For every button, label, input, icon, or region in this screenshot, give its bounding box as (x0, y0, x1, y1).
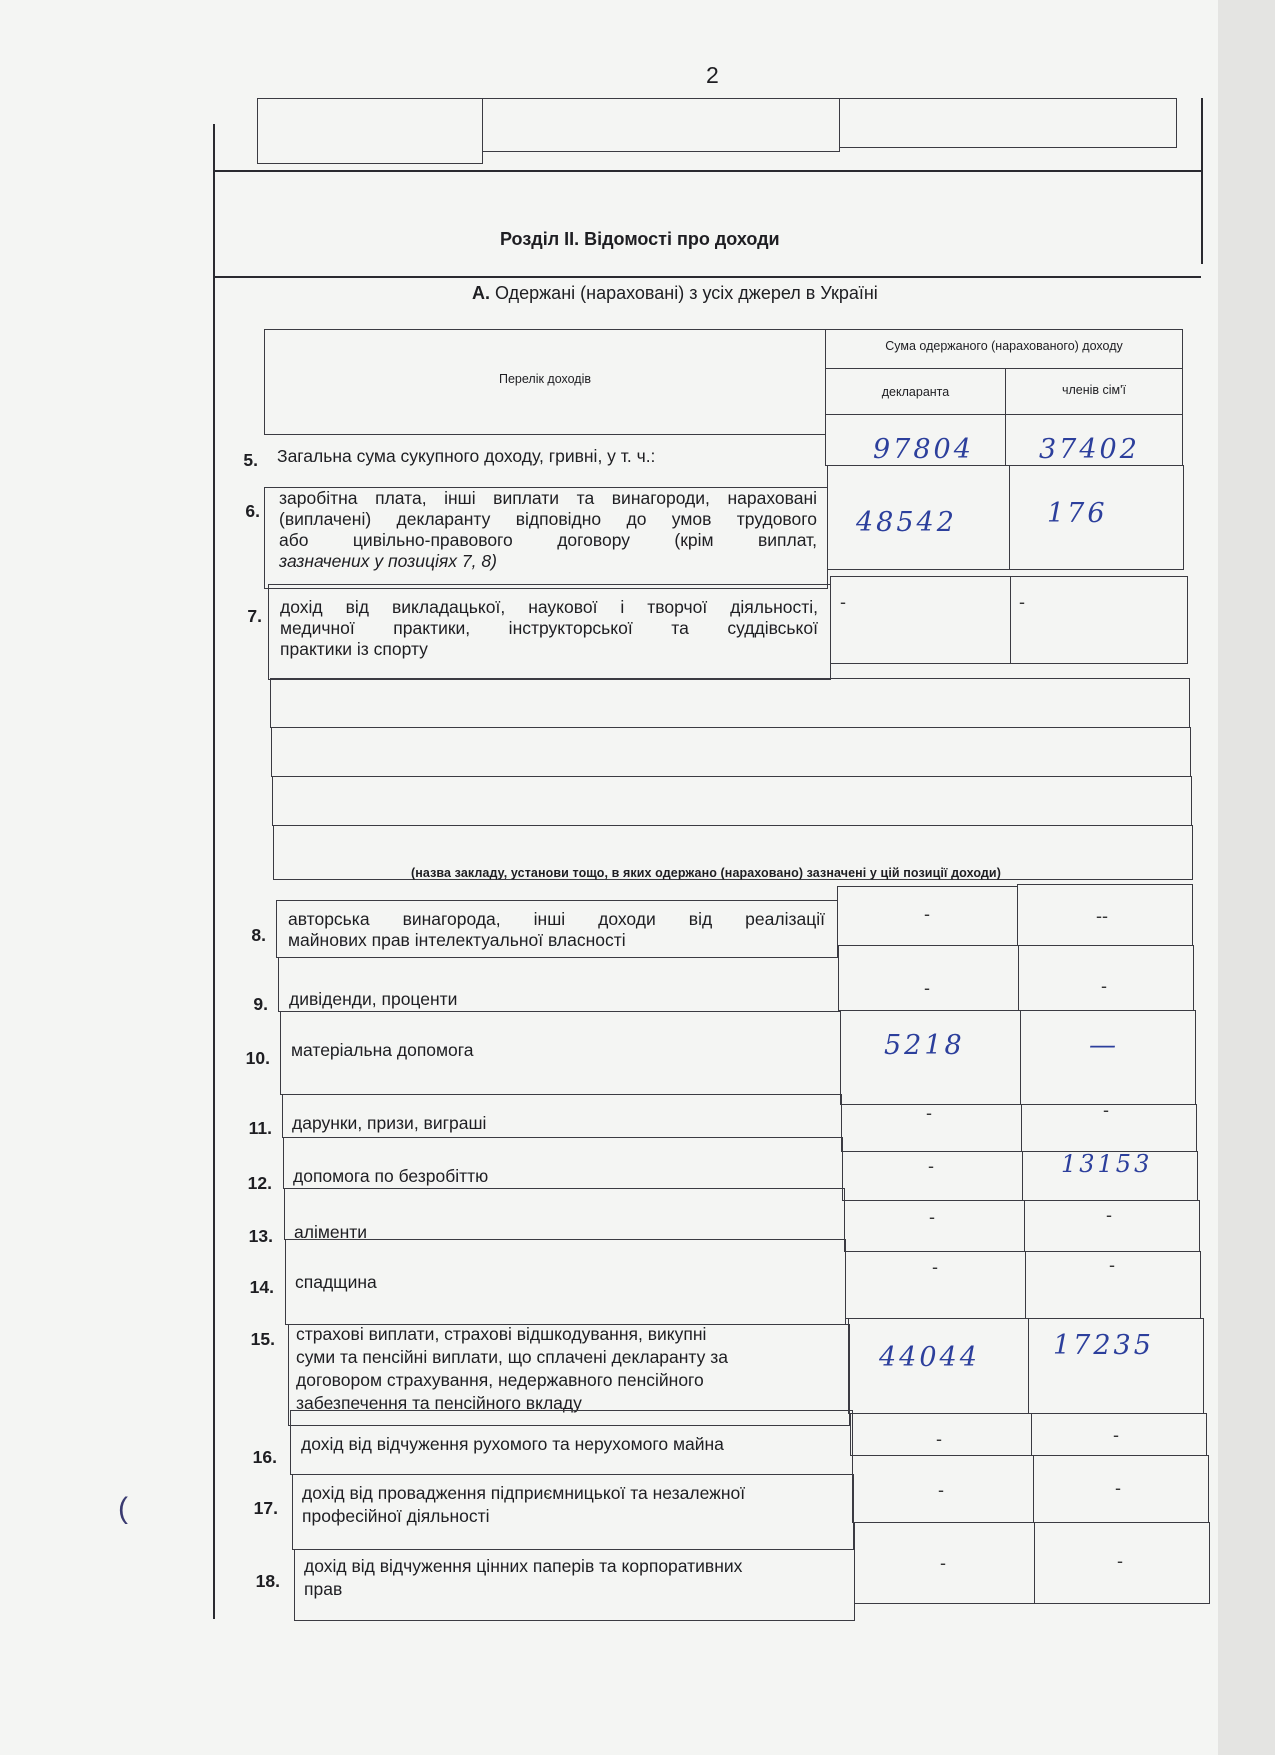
row9-declarant-value: - (924, 978, 930, 998)
top-cell-3 (839, 98, 1177, 148)
row18-family-value: - (1117, 1551, 1123, 1571)
row-text-line: дохід від провадження підприємницької та незалежної (302, 1483, 746, 1503)
row-number: 6. (245, 501, 260, 521)
row-number: 13. (248, 1226, 273, 1246)
row-text-line: дохід від відчуження цінних паперів та корпоративних (304, 1556, 743, 1576)
subsection-title (472, 283, 878, 304)
row17-text (302, 1482, 842, 1528)
row-text-line: дохід від викладацької, наукової і творчої діяльності, (280, 597, 818, 617)
row-text-line: зазначених у позиціях 7, 8) (279, 551, 497, 571)
top-cell-2 (482, 98, 840, 152)
row12-declarant-value: - (928, 1156, 934, 1176)
row6-text (279, 488, 817, 572)
row-number: 10. (245, 1048, 270, 1068)
row17-declarant-value: - (938, 1480, 944, 1500)
row-text-line: (виплачені) декларанту відповідно до умов трудового (279, 509, 817, 529)
row16-declarant-value: - (936, 1429, 942, 1449)
row13-text: аліменти (294, 1222, 368, 1242)
row-number: 7. (247, 606, 262, 626)
header-family-label: членів сім'ї (1061, 383, 1127, 397)
row-text-line: суми та пенсійні виплати, що сплачені декларанту за (296, 1347, 729, 1367)
row14-declarant-value: - (932, 1257, 938, 1277)
row10-text: матеріальна допомога (291, 1040, 474, 1060)
row9-family-value: - (1101, 976, 1107, 996)
header-amount-label: Сума одержаного (нарахованого) доходу (885, 339, 1123, 353)
row15-declarant-value: 44044 (879, 1342, 980, 1373)
row8-text (288, 909, 825, 951)
row5-text: Загальна сума сукупного доходу, гривні, у т. ч.: (277, 446, 656, 466)
row17-family-cell (1033, 1455, 1209, 1523)
row-number: 8. (251, 925, 266, 945)
frame-right-line (1201, 98, 1203, 264)
row7-family-value: - (1019, 592, 1025, 612)
row-text-line: договором страхування, недержавного пенсійного (296, 1370, 704, 1390)
row8-family-value: -- (1096, 906, 1108, 926)
row-text-line: страхові виплати, страхові відшкодування, викупні (296, 1324, 707, 1344)
row-number: 9. (253, 994, 268, 1014)
row13-family-value: - (1106, 1205, 1112, 1225)
row6-declarant-value: 48542 (856, 507, 957, 538)
institution-note: (назва закладу, установи тощо, в яких одержано (нараховано) зазначені у цій позиції доходи) (411, 866, 1001, 880)
row5-declarant-value: 97804 (873, 434, 974, 465)
row7-text (280, 597, 818, 660)
row5-family-value: 37402 (1039, 434, 1140, 465)
row-number: 16. (252, 1447, 277, 1467)
row-number: 15. (250, 1329, 275, 1349)
row13-declarant-value: - (929, 1207, 935, 1227)
row-number: 18. (255, 1571, 280, 1591)
row-text-line: забезпечення та пенсійного вкладу (296, 1393, 582, 1413)
row-text-line: прав (304, 1579, 343, 1599)
page-number: 2 (706, 62, 719, 88)
subsection-text: Одержані (нараховані) з усіх джерел в Україні (495, 283, 878, 303)
row16-family-cell (1031, 1413, 1207, 1456)
row17-family-value: - (1115, 1478, 1121, 1498)
header-declarant-label: декларанта (881, 385, 950, 399)
institution-line-2 (271, 727, 1191, 777)
row12-family-value: 13153 (1061, 1150, 1153, 1178)
row14-family-value: - (1109, 1255, 1115, 1275)
row-text-line: заробітна плата, інші виплати та винагороди, нараховані (279, 488, 817, 508)
row18-text (304, 1555, 844, 1601)
row8-declarant-value: - (924, 904, 930, 924)
row-number: 11. (248, 1118, 272, 1138)
row16-text: дохід від відчуження рухомого та нерухомого майна (301, 1434, 724, 1454)
row11-family-cell (1021, 1104, 1197, 1152)
row11-text: дарунки, призи, виграші (292, 1113, 487, 1133)
row10-family-value: — (1089, 1030, 1119, 1061)
row-number: 5. (243, 450, 258, 470)
row12-text: допомога по безробіттю (293, 1166, 489, 1186)
institution-line-1 (270, 678, 1190, 728)
header-list-label: Перелік доходів (498, 372, 592, 386)
row-number: 17. (253, 1498, 278, 1518)
section-top-line (213, 170, 1201, 172)
row11-family-value: - (1103, 1100, 1109, 1120)
row7-declarant-value: - (840, 592, 846, 612)
row11-declarant-value: - (926, 1103, 932, 1123)
row6-family-value: 176 (1047, 498, 1108, 529)
row-text-line: медичної практики, інструкторської та суддівської (280, 618, 818, 638)
row13-family-cell (1024, 1200, 1200, 1252)
row-text-line: авторська винагорода, інші доходи від реалізації (288, 909, 825, 929)
row13-text-cell (284, 1188, 845, 1240)
row-text-line: професійної діяльності (302, 1506, 490, 1526)
row-number: 14. (249, 1277, 274, 1297)
institution-line-3 (272, 776, 1192, 826)
top-cell-1 (257, 98, 483, 164)
row7-declarant-cell (830, 576, 1011, 664)
row-number: 12. (247, 1173, 272, 1193)
frame-left-line (213, 124, 215, 1619)
section-bottom-line (213, 276, 1201, 278)
subsection-letter: А. (472, 283, 490, 303)
row-text-line: практики із спорту (280, 639, 428, 659)
row7-family-cell (1010, 576, 1188, 664)
row9-text: дивіденди, проценти (289, 989, 458, 1009)
margin-pencil-mark: ( (118, 1492, 128, 1525)
row16-family-value: - (1113, 1425, 1119, 1445)
row10-declarant-value: 5218 (884, 1030, 965, 1061)
row-text-line: майнових прав інтелектуальної власності (288, 930, 626, 950)
row15-family-value: 17235 (1053, 1330, 1154, 1361)
row14-text: спадщина (295, 1272, 377, 1292)
section-title: Розділ ІІ. Відомості про доходи (500, 229, 780, 249)
row15-text (296, 1323, 836, 1415)
row-text-line: або цивільно-правового договору (крім виплат, (279, 530, 817, 550)
row18-declarant-value: - (940, 1553, 946, 1573)
